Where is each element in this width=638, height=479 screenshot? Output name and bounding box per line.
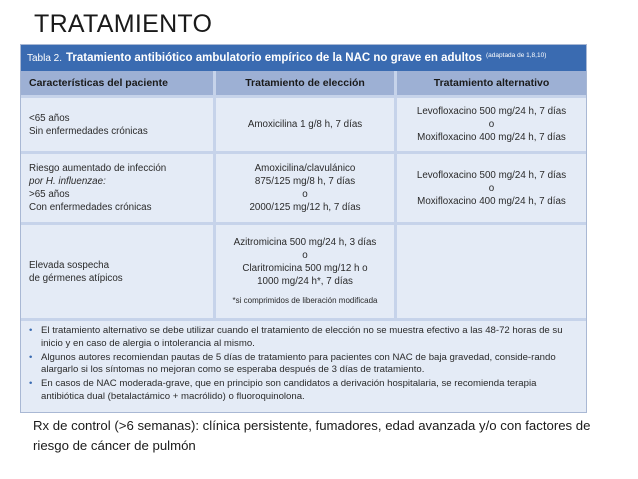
cell-line: Levofloxacino 500 mg/24 h, 7 días (416, 106, 567, 117)
cell-line: 875/125 mg/8 h, 7 días (254, 176, 356, 187)
alternative-cell (397, 98, 586, 151)
footer-text: Rx de control (>6 semanas): clínica persistente, fumadores, edad avanzada y/o con factores de riesgo de cáncer de pulmón (33, 418, 591, 453)
slide-title: TRATAMIENTO (34, 10, 213, 38)
cell-line: por H. influenzae: (29, 176, 106, 187)
table-notes (21, 321, 586, 412)
table-row (21, 154, 586, 222)
cell-line: Moxifloxacino 400 mg/24 h, 7 días (417, 195, 566, 207)
table-row (21, 225, 586, 318)
patient-cell (21, 225, 213, 318)
cell-line: Elevada sospecha (29, 259, 110, 271)
cell-line: Sin enfermedades crónicas (29, 125, 148, 137)
treatment-table (20, 44, 587, 413)
header-alternative: Tratamiento alternativo (397, 71, 586, 95)
table-reference: (adaptada de 1,8,10) (486, 51, 547, 59)
cell-line: o (488, 182, 495, 194)
cell-line: de gérmenes atípicos (29, 272, 123, 284)
header-patient: Características del paciente (21, 71, 213, 95)
cell-line: 2000/125 mg/12 h, 7 días (249, 202, 361, 213)
cell-line: 1000 mg/24 h*, 7 días (257, 276, 353, 287)
cell-line: Amoxicilina 1 g/8 h, 7 días (247, 119, 363, 130)
patient-cell (21, 98, 213, 151)
choice-cell (216, 225, 394, 318)
note-item: • El tratamiento alternativo se debe utilizar cuando el tratamiento de elección no se muestra efectivo a las 48-72 horas de su inicio y en caso de alergia o intolerancia al mismo. (29, 325, 576, 351)
note-item: • En casos de NAC moderada-grave, que en principio son candidatos a derivación hospitalaria, se recomienda terapia antibiótica dual (betalactámico + macrólido) o fluoroquinolona. (29, 378, 576, 404)
table-caption (21, 45, 586, 71)
choice-cell (216, 98, 394, 151)
choice-cell (216, 154, 394, 222)
alternative-cell (397, 154, 586, 222)
cell-line: Riesgo aumentado de infección (29, 163, 167, 174)
note-item: • Algunos autores recomiendan pautas de 5 días de tratamiento para pacientes con NAC de baja gravedad, conside-rando alargarlo si los síntomas no mejoran como se esperaba después de 3 días de tratamiento. (29, 352, 576, 378)
table-number: Tabla 2. (27, 52, 63, 64)
cell-line: o (302, 189, 308, 200)
cell-line: Moxifloxacino 400 mg/24 h, 7 días (417, 132, 566, 143)
cell-line: Azitromicina 500 mg/24 h, 3 días (233, 237, 377, 248)
cell-line: Levofloxacino 500 mg/24 h, 7 días (416, 169, 567, 181)
footnote: *si comprimidos de liberación modificada (232, 296, 378, 305)
header-choice: Tratamiento de elección (216, 71, 394, 95)
table-row (21, 98, 586, 151)
cell-line: Con enfermedades crónicas (29, 202, 152, 213)
alternative-cell (397, 225, 586, 318)
cell-line: Claritromicina 500 mg/12 h o (242, 263, 368, 274)
cell-line: Amoxicilina/clavulánico (254, 163, 356, 174)
cell-line: o (302, 250, 308, 261)
cell-line: >65 años (29, 189, 70, 200)
table-title: Tratamiento antibiótico ambulatorio empírico de la NAC no grave en adultos (66, 52, 483, 64)
cell-line: o (488, 119, 495, 130)
patient-cell (21, 154, 213, 222)
cell-line: <65 años (29, 112, 70, 124)
